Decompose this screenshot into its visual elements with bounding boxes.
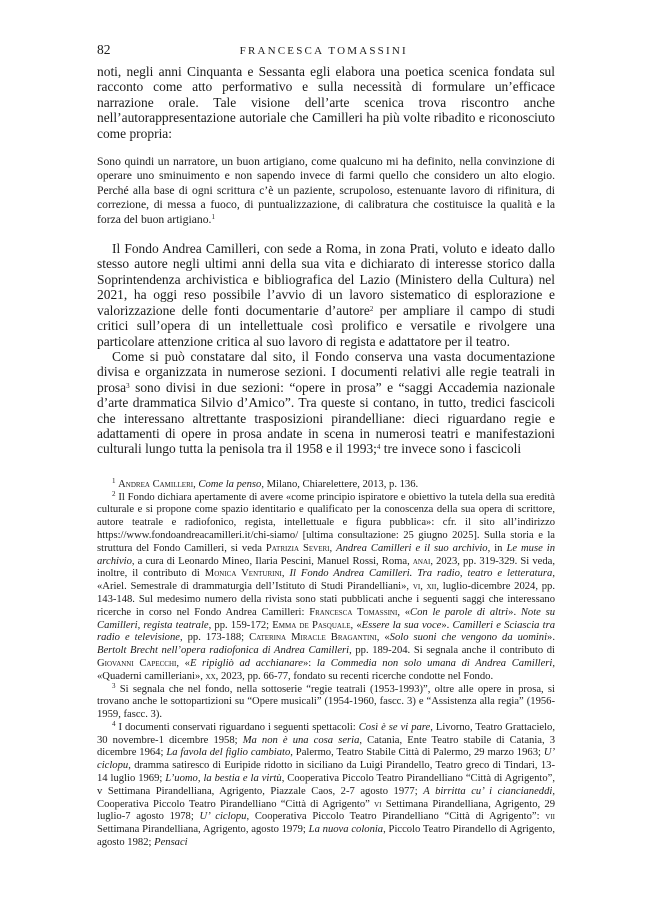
page xyxy=(97,42,555,850)
footnote-text: Settimana Pirandelliana, Agrigento, 29 luglio-7 agosto 1978; xyxy=(97,798,555,823)
work-title: Ma non è una cosa seria xyxy=(242,734,360,746)
footnote-ref[interactable]: 3 xyxy=(126,381,130,390)
paragraph-text: per ampliare il campo di studi critici sull’opera di un intellettuale così prolifico e versatile e rivolgere una particolare attenzione critica al suo lavoro di regista e adattatore per il teatro. xyxy=(97,302,555,349)
footnote-text: I documenti conservati riguardano i seguenti spettacoli: xyxy=(115,721,359,733)
footnote-text: , xyxy=(329,542,337,554)
page-number: 82 xyxy=(97,42,111,57)
paragraph-text: sono divisi in due sezioni: “opere in prosa” e “saggi Accademia nazionale d’arte drammatica Silvio d’Amico”. Tra queste si contano, in tutto, tredici fascicoli che interessano altrettante trasposizioni pirandelliane: dieci riguardano regie e adattamenti di opere in prosa andate in scena in numerosi teatri e manifestazioni culturali lungo tutta la penisola tra il 1958 e il 1993; xyxy=(97,379,555,457)
footnote-1: $^1$ Andrea Camilleri, Come la penso, Milano, Chiarelettere, 2013, p. 136. xyxy=(112,476,419,490)
footnote-text: , Palermo, Teatro Stabile Città di Palermo, 29 marzo 1963; xyxy=(290,747,544,759)
work-title: Così è se vi pare xyxy=(358,721,431,733)
author-name: Andrea Camilleri xyxy=(118,478,194,490)
footnote-text: Settimana Pirandelliana, Agrigento, agosto 1979; xyxy=(97,824,309,836)
footnote-text: Si segnala che nel fondo, nella sottoserie “regie teatrali (1953-1993)”, oltre alle opere in prosa, si trovano anche le sottopartizioni su “Opere musicali” (1954-1960, fascc. 3) e “Assistenza alla regia” (1956-1959, fascc. 3). xyxy=(97,683,555,721)
footnote-text: , dramma satiresco di Euripide ridotto in siciliano da Luigi Pirandello, Teatro greco di Tindari, 13-14 luglio 1969; xyxy=(97,760,555,785)
work-title: Solo suoni che vengono da uomini xyxy=(389,632,548,644)
footnotes xyxy=(97,476,556,850)
footnote-text: , pp. 159-172; xyxy=(208,619,273,631)
footnote-ref[interactable]: 1 xyxy=(211,212,215,221)
work-title: Bertolt Brecht nell’opera radiofonica di Andrea Camilleri xyxy=(97,645,350,657)
small-caps-text: vi, xii xyxy=(412,581,437,593)
small-caps-text: vii xyxy=(545,811,556,823)
footnote-text: , 2023, pp. 66-77, fondato su recenti ricerche condotte nel Fondo. xyxy=(215,670,494,682)
author-name: Francesca Tomassini xyxy=(309,606,398,618)
footnote-ref[interactable]: 2 xyxy=(369,304,374,313)
footnote-text: , «Quaderni camilleriani», xyxy=(97,657,556,682)
work-title: U’ ciclopu xyxy=(199,811,247,823)
footnote-text: , Livorno, Teatro Grattacielo, 30 novembre-1 dicembre 1958; xyxy=(97,721,555,746)
small-caps-text: anai xyxy=(412,555,431,567)
footnote-number: 4 xyxy=(112,719,116,728)
work-title: Essere la sua voce xyxy=(361,619,442,631)
body-paragraph-3 xyxy=(97,349,555,457)
footnote-4 xyxy=(97,719,556,850)
paragraph-text: Il Fondo Andrea Camilleri, con sede a Roma, in zona Prati, voluto e ideato dallo stesso autore negli ultimi anni della sua vita e dichiarato di interesse storico dalla Soprintendenza archivistica e bibliografica del Lazio (Ministero della Cultura) nel 2021, ha oggi reso possibile l’avvio di un lavoro sistematico di esplorazione e valorizzazione delle fonti documentarie d’autore xyxy=(97,241,555,318)
footnote-2 xyxy=(97,489,556,684)
work-title: A birritta cu’ i ciancianeddi xyxy=(423,785,553,797)
page-header xyxy=(97,42,555,64)
footnote-text: , Cooperativa Piccolo Teatro Pirandelliano “Città di Agrigento”, v Settimana Pirandelliana, Agrigento, Piazzale Caos, 2-7 agosto 1977; xyxy=(97,773,555,797)
footnote-number: 2 xyxy=(112,489,116,498)
footnote-text: , « xyxy=(176,657,190,669)
author-name: Caterina Miracle Bragantini xyxy=(249,632,377,644)
footnote-text: , xyxy=(281,568,290,580)
work-title: Con le parole di altri xyxy=(410,606,509,618)
work-title: Le muse in archivio xyxy=(97,542,555,567)
author-name: Monica Venturini xyxy=(204,568,282,580)
small-caps-text: xx xyxy=(205,670,216,682)
work-title: Il Fondo Andrea Camilleri. Tra radio, teatro e letteratura xyxy=(289,568,553,580)
work-title: Camilleri e Sciascia tra radio e televisione xyxy=(97,619,556,644)
paragraph-text: Come si può constatare dal sito, il Fondo conserva una vasta documentazione divisa e organizzata in numerose sezioni. I documenti relativi alle regie teatrali in prosa xyxy=(97,348,555,395)
footnote-text: , Catania, Ente Teatro stabile di Catania, 3 dicembre 1964; xyxy=(97,734,556,759)
footnote-text: , Milano, Chiarelettere, 2013, p. 136. xyxy=(261,478,419,490)
footnote-text: ». xyxy=(547,632,555,644)
work-title: La nuova colonia xyxy=(308,824,384,836)
work-title: Pensaci xyxy=(154,837,188,849)
work-title: la Commedia non solo umana di Andrea Camilleri xyxy=(316,657,553,669)
body-paragraph-1 xyxy=(97,64,555,141)
footnote-text: Il Fondo dichiara apertamente di avere «come principio ispiratore e obiettivo la tutela della sua eredità culturale e si propone come spazio identitario e qualificato per la conoscenza della sua opera di scrittore, autore teatrale e radiofonico, regista, intellettuale e figura pubblica»: cfr. il sito all’indirizzo https://www.fondoandreacamilleri.it/chi-siamo/ [ultima consultazione: 25 giugno 2025]. Sulla storia e la struttura del Fondo Camilleri, si veda xyxy=(97,491,555,554)
author-name: Emma de Pasquale xyxy=(272,619,351,631)
body-paragraph-2 xyxy=(97,241,555,349)
work-title: E ripigliò ad acchianare xyxy=(189,657,303,669)
footnote-text: , «Ariel. Semestrale di drammaturgia dell’Istituto di Studi Pirandelliani», xyxy=(97,568,555,593)
footnote-ref[interactable]: 4 xyxy=(376,443,381,452)
footnote-text: , « xyxy=(397,606,411,618)
paragraph-text: noti, negli anni Cinquanta e Sessanta egli elabora una poetica scenica fondata sul racconto come atto performativo e sulla necessità di formulare un’efficace narrazione orale. Tale visione dell’arte scenica trova riscontro anche nell’autorappresentazione autoriale che Camilleri ha più volte ribadito e riconosciuto come propria: xyxy=(97,64,555,141)
quote-text: Sono quindi un narratore, un buon artigiano, come qualcuno mi ha definito, nella convinzione di operare uno sminuimento e non sapendo invece di farmi quello che considero un alto elogio. Perché alla base di ogni scrittura c’è un paziente, scrupoloso, estenuante lavoro di rifinitura, di correzione, di messa a fuoco, di puntualizzazione, di calibratura che costituisce la qualità e la forza del buon artigiano. xyxy=(97,155,555,226)
footnote-text: , Cooperativa Piccolo Teatro Pirandelliano “Città di Agrigento” xyxy=(97,785,556,810)
work-title: L’uomo, la bestia e la virtù xyxy=(165,773,282,785)
footnote-text: , pp. 189-204. Si segnala anche il contributo di xyxy=(349,645,555,657)
footnote-text: , Cooperativa Piccolo Teatro Pirandelliano “Città di Agrigento”: xyxy=(246,811,546,823)
work-title: Andrea Camilleri e il suo archivio xyxy=(336,542,488,554)
footnote-text: , pp. 173-188; xyxy=(179,632,250,644)
author-name: Giovanni Capecchi xyxy=(97,657,177,669)
work-title: La favola del figlio cambiato xyxy=(166,747,291,759)
footnote-number: 1 xyxy=(112,476,116,485)
footnote-text: , a cura di Leonardo Mineo, Ilaria Pescini, Manuel Rossi, Roma, xyxy=(131,555,413,567)
paragraph-text: tre invece sono i fascicoli xyxy=(380,441,522,457)
footnote-text: , 2023, pp. 319-329. Si veda, inoltre, il contributo di xyxy=(97,555,555,580)
author-name: Patrizia Severi xyxy=(265,542,330,554)
footnote-text: »: xyxy=(302,657,317,669)
footnote-number: 3 xyxy=(112,681,116,690)
work-title: Note su Camilleri, regista teatrale xyxy=(97,606,556,631)
footnote-text: , luglio-dicembre 2024, pp. 143-148. Sul medesimo numero della rivista sono stati pubblicati anche i seguenti saggi che interessano ricerche in corso nel Fondo Andrea Camilleri: xyxy=(97,581,555,618)
footnote-text: ». xyxy=(441,619,453,631)
footnote-text: ». xyxy=(508,606,521,618)
footnote-text: , Piccolo Teatro Pirandello di Agrigento, agosto 1982; xyxy=(97,824,555,849)
footnote-text: , « xyxy=(350,619,362,631)
work-title: Come la penso xyxy=(198,478,262,490)
footnote-3 xyxy=(97,681,555,722)
running-head: FRANCESCA TOMASSINI xyxy=(239,45,408,57)
small-caps-text: vi xyxy=(374,798,382,810)
footnote-text: , in xyxy=(487,542,507,554)
footnote-text: , « xyxy=(376,632,390,644)
block-quote xyxy=(97,155,555,227)
work-title: U’ ciclopu xyxy=(97,747,556,772)
